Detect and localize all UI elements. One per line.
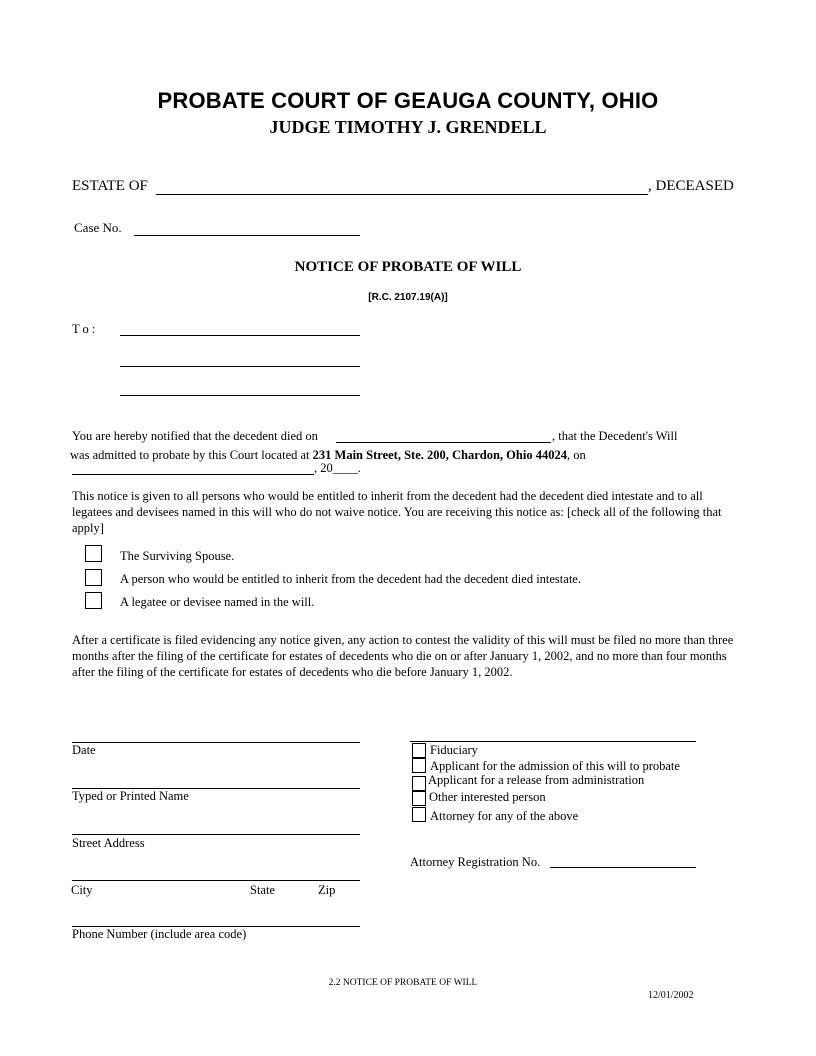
- to-line-2[interactable]: [120, 366, 360, 367]
- to-label: T o :: [72, 322, 96, 336]
- judge-name: JUDGE TIMOTHY J. GRENDELL: [269, 117, 547, 137]
- option-interested-person: Other interested person: [429, 790, 546, 804]
- attorney-registration-field[interactable]: [550, 867, 696, 868]
- option-surviving-spouse: The Surviving Spouse.: [120, 549, 235, 563]
- decedent-will-text: , that the Decedent's Will: [552, 429, 678, 443]
- year-text: , 20____.: [314, 461, 361, 475]
- date-line[interactable]: [72, 742, 360, 743]
- admitted-text-start: was admitted to probate by this Court located at: [70, 448, 310, 462]
- deceased-label: , DECEASED: [648, 178, 734, 194]
- phone-label: Phone Number (include area code): [72, 927, 247, 941]
- notice-paragraph: This notice is given to all persons who would be entitled to inherit from the decedent had the decedent died intestate and to all legatees and devisees named in this will who do not waive notice. You are receiving this notice as: [check all of the following that apply]: [72, 489, 722, 535]
- option-intestate-heir: A person who would be entitled to inherit from the decedent had the decedent died intestate.: [120, 572, 581, 586]
- city-label: City: [71, 883, 93, 897]
- statute-reference: [R.C. 2107.19(A)]: [368, 292, 448, 303]
- city-line[interactable]: [72, 880, 360, 881]
- state-label: State: [250, 883, 275, 897]
- admission-date-field[interactable]: [72, 474, 314, 475]
- checkbox-applicant-release[interactable]: [412, 776, 426, 791]
- estate-label: ESTATE OF: [72, 178, 148, 194]
- form-revision-date: 12/01/2002: [648, 990, 694, 1001]
- contest-paragraph: After a certificate is filed evidencing any notice given, any action to contest the validity of this will must be filed no more than three months after the filing of the certificate for estates of decedents who die on or after January 1, 2002, and no more than four months after the filing of the certificate for estates of decedents who die before January 1, 2002.: [72, 633, 734, 679]
- checkbox-surviving-spouse[interactable]: [85, 545, 102, 562]
- checkbox-fiduciary[interactable]: [412, 743, 426, 758]
- estate-name-field[interactable]: [156, 194, 648, 195]
- option-fiduciary: Fiduciary: [430, 743, 478, 757]
- checkbox-applicant-probate[interactable]: [412, 758, 426, 773]
- case-number-field[interactable]: [134, 235, 360, 236]
- form-footer: 2.2 NOTICE OF PROBATE OF WILL: [328, 978, 478, 988]
- name-label: Typed or Printed Name: [72, 789, 189, 803]
- died-on-text: You are hereby notified that the decedent died on: [72, 429, 318, 443]
- attorney-registration-label: Attorney Registration No.: [410, 855, 541, 869]
- date-label: Date: [72, 743, 96, 757]
- option-applicant-probate: Applicant for the admission of this will to probate: [430, 759, 680, 773]
- street-label: Street Address: [72, 836, 145, 850]
- admitted-text-on: , on: [566, 448, 586, 462]
- to-line-3[interactable]: [120, 395, 360, 396]
- option-legatee: A legatee or devisee named in the will.: [120, 595, 315, 609]
- signature-line[interactable]: [410, 741, 696, 742]
- date-of-death-field[interactable]: [336, 442, 551, 443]
- checkbox-attorney[interactable]: [412, 807, 426, 822]
- court-address: 231 Main Street, Ste. 200, Chardon, Ohio 44024: [312, 448, 567, 462]
- checkbox-intestate-heir[interactable]: [85, 569, 102, 586]
- checkbox-interested-person[interactable]: [412, 791, 426, 806]
- to-line-1[interactable]: [120, 335, 360, 336]
- zip-label: Zip: [318, 883, 336, 897]
- notice-title: NOTICE OF PROBATE OF WILL: [294, 259, 522, 275]
- court-name: PROBATE COURT OF GEAUGA COUNTY, OHIO: [157, 88, 659, 113]
- checkbox-legatee[interactable]: [85, 592, 102, 609]
- option-applicant-release: Applicant for a release from administration: [428, 773, 645, 787]
- option-attorney: Attorney for any of the above: [430, 809, 579, 823]
- street-line[interactable]: [72, 834, 360, 835]
- case-number-label: Case No.: [74, 220, 122, 235]
